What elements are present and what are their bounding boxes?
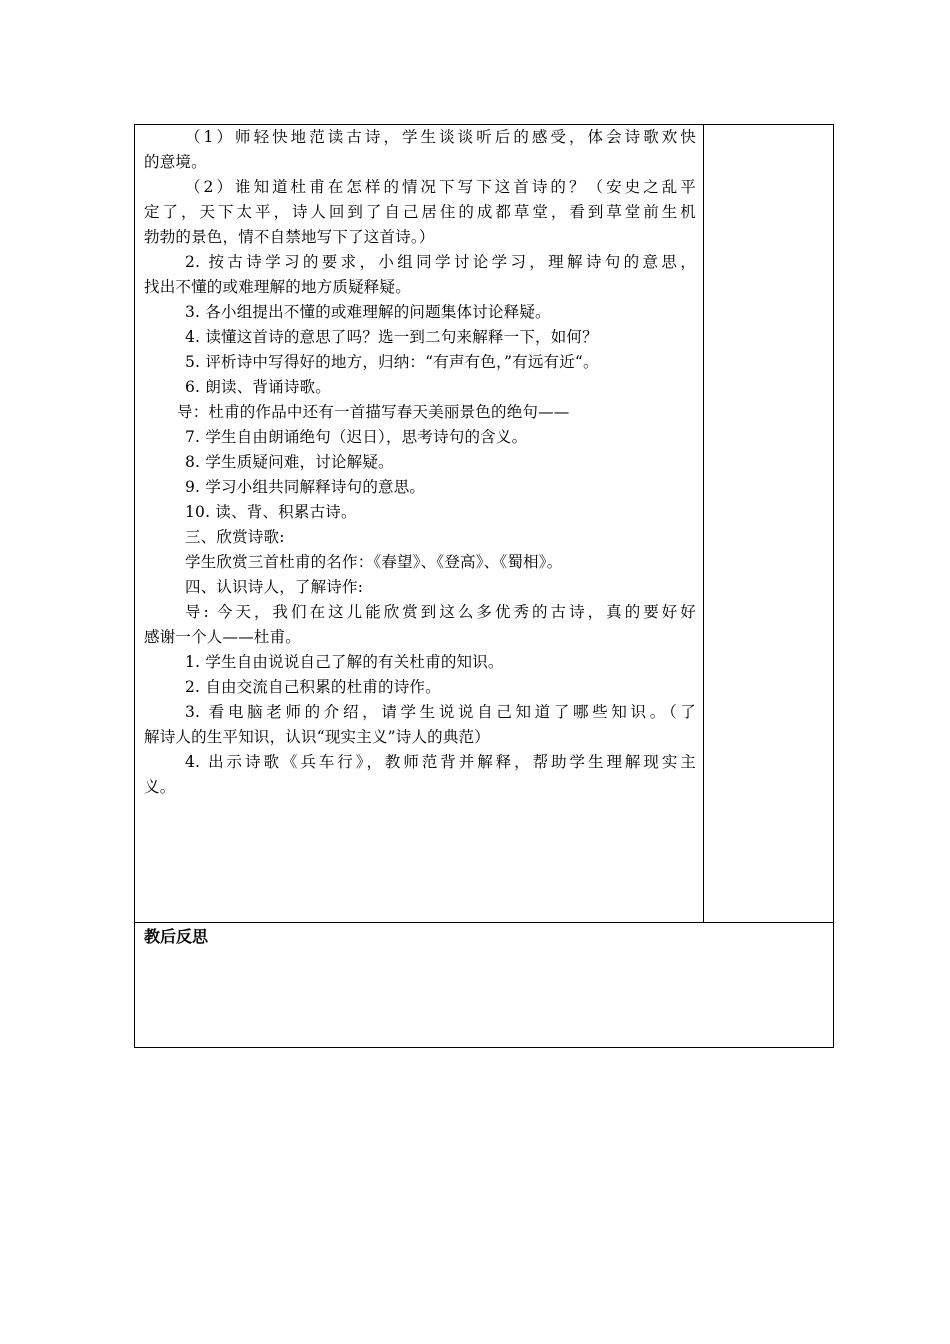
lesson-line: 5. 评析诗中写得好的地方，归纳：“有声有色，”有远有近“。 bbox=[185, 353, 599, 371]
lesson-line: 4. 出示诗歌《兵车行》，教师范背并解释，帮助学生理解现实主 bbox=[185, 753, 696, 771]
lesson-line: 四、认识诗人，了解诗作: bbox=[185, 578, 364, 596]
lesson-line: 学生欣赏三首杜甫的名作：《春望》、《登高》、《蜀相》。 bbox=[185, 553, 563, 571]
lesson-line: 2. 自由交流自己积累的杜甫的诗作。 bbox=[185, 678, 441, 696]
lesson-line: 10. 读、背、积累古诗。 bbox=[185, 503, 357, 521]
lesson-line: 义。 bbox=[144, 778, 176, 796]
lesson-line: 定了，天下太平，诗人回到了自己居住的成都草堂，看到草堂前生机 bbox=[144, 203, 696, 221]
lesson-line: 的意境。 bbox=[144, 153, 207, 171]
lesson-line: 1. 学生自由说说自己了解的有关杜甫的知识。 bbox=[185, 653, 504, 671]
lesson-line: （1）师轻快地范读古诗，学生谈谈听后的感受，体会诗歌欢快 bbox=[185, 128, 696, 146]
lesson-line: 9. 学习小组共同解释诗句的意思。 bbox=[185, 478, 426, 496]
reflection-row bbox=[135, 923, 833, 1047]
lesson-line: 找出不懂的或难理解的地方质疑释疑。 bbox=[144, 278, 411, 296]
lesson-line: （2）谁知道杜甫在怎样的情况下写下这首诗的？（安史之乱平 bbox=[185, 178, 696, 196]
lesson-line: 8. 学生质疑问难，讨论解疑。 bbox=[185, 453, 394, 471]
lesson-line: 6. 朗读、背诵诗歌。 bbox=[185, 378, 331, 396]
lesson-line: 4. 读懂这首诗的意思了吗？选一到二句来解释一下，如何？ bbox=[185, 328, 598, 346]
lesson-plan-table bbox=[134, 124, 834, 1048]
lesson-line: 感谢一个人——杜甫。 bbox=[144, 628, 302, 646]
lesson-line: 勃勃的景色，情不自禁地写下了这首诗。） bbox=[144, 228, 435, 246]
reflection-title: 教后反思 bbox=[144, 927, 209, 946]
lesson-content-cell bbox=[135, 125, 704, 922]
lesson-line: 解诗人的生平知识，认识“现实主义”诗人的典范） bbox=[144, 728, 490, 746]
lesson-line: 3. 各小组提出不懂的或难理解的问题集体讨论释疑。 bbox=[185, 303, 551, 321]
lesson-line: 导: 今天，我们在这儿能欣赏到这么多优秀的古诗，真的要好好 bbox=[185, 603, 696, 621]
lesson-line: 三、欣赏诗歌: bbox=[185, 528, 285, 546]
lesson-line: 导：杜甫的作品中还有一首描写春天美丽景色的绝句—— bbox=[177, 403, 570, 421]
lesson-line: 7. 学生自由朗诵绝句（迟日），思考诗句的含义。 bbox=[185, 428, 528, 446]
lesson-line: 3. 看电脑老师的介绍，请学生说说自己知道了哪些知识。（了 bbox=[185, 703, 696, 721]
notes-cell bbox=[704, 125, 833, 922]
lesson-content-row bbox=[135, 125, 833, 923]
lesson-line: 2. 按古诗学习的要求，小组同学讨论学习，理解诗句的意思， bbox=[185, 253, 696, 271]
